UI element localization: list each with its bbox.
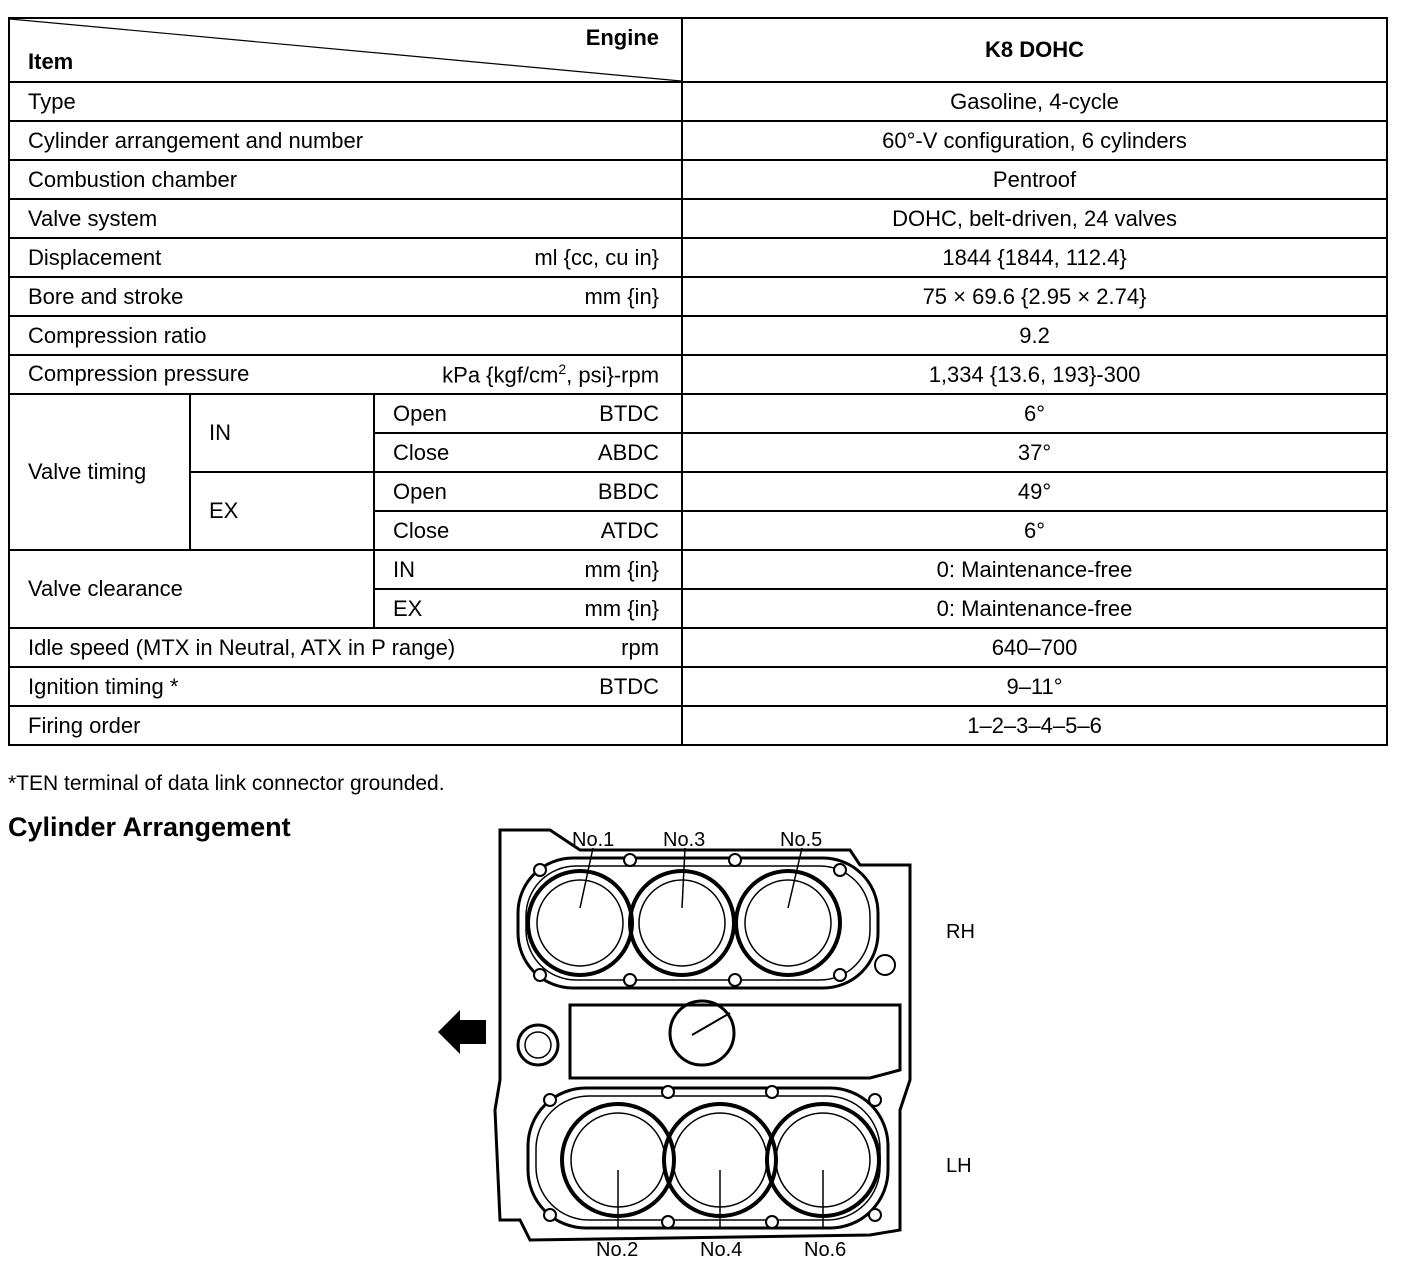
table-row: [9, 121, 1387, 160]
valley-gear: [670, 1001, 734, 1065]
row-label-cell: [374, 511, 682, 550]
row-value: 0: Maintenance-free: [682, 550, 1387, 589]
row-value: 60°-V configuration, 6 cylinders: [682, 121, 1387, 160]
row-unit: BTDC: [599, 673, 660, 699]
row-value: 1–2–3–4–5–6: [682, 706, 1387, 745]
row-label: Type: [9, 82, 682, 121]
valve-timing-ex-label: EX: [190, 472, 374, 550]
row-label: Open: [393, 478, 447, 504]
label-no2: No.2: [596, 1239, 639, 1260]
row-label: Compression pressure: [28, 361, 250, 387]
table-row: [9, 394, 1387, 433]
row-label: Firing order: [9, 706, 682, 745]
row-value: 0: Maintenance-free: [682, 589, 1387, 628]
row-label-cell: [9, 628, 682, 667]
label-no1: No.1: [572, 829, 615, 851]
cylinder-arrangement-figure: [430, 820, 990, 1260]
table-row: [9, 160, 1387, 199]
header-diagonal-line: [10, 19, 681, 81]
row-unit: BBDC: [597, 478, 660, 504]
table-row: [9, 355, 1387, 394]
header-engine-label: Engine: [585, 25, 660, 50]
row-label: EX: [393, 595, 423, 621]
engine-block-diagram: [430, 820, 990, 1260]
row-label-cell: [9, 355, 682, 394]
row-label: Cylinder arrangement and number: [9, 121, 682, 160]
unit-superscript: 2: [558, 360, 567, 377]
table-row: [9, 199, 1387, 238]
row-value: 1844 {1844, 112.4}: [682, 238, 1387, 277]
rh-gasket: [518, 858, 878, 988]
front-arrow-icon: [438, 1010, 486, 1054]
row-value: Pentroof: [682, 160, 1387, 199]
row-label-cell: [9, 277, 682, 316]
engine-spec-table: [8, 17, 1388, 746]
row-value: 640–700: [682, 628, 1387, 667]
row-label-cell: [374, 472, 682, 511]
bore-no5: [736, 871, 840, 975]
row-label-cell: [9, 667, 682, 706]
row-unit: mm {in}: [584, 556, 660, 582]
row-unit: mm {in}: [584, 283, 660, 309]
table-row: [9, 628, 1387, 667]
label-lh: LH: [946, 1155, 972, 1177]
row-label-cell: [374, 589, 682, 628]
row-label-cell: [374, 394, 682, 433]
table-row: [9, 82, 1387, 121]
row-value: 6°: [682, 394, 1387, 433]
row-unit: BTDC: [599, 400, 660, 426]
row-unit: mm {in}: [584, 595, 660, 621]
row-unit: ATDC: [600, 517, 660, 543]
table-row: [9, 316, 1387, 355]
row-unit: ABDC: [597, 439, 660, 465]
header-model-cell: K8 DOHC: [682, 18, 1387, 82]
row-value: 49°: [682, 472, 1387, 511]
header-item-label: Item: [28, 49, 74, 74]
row-label: Combustion chamber: [9, 160, 682, 199]
lh-gasket: [528, 1088, 888, 1228]
table-row: [9, 550, 1387, 589]
section-title: Cylinder Arrangement: [8, 812, 291, 842]
row-value: 6°: [682, 511, 1387, 550]
table-row: [9, 667, 1387, 706]
label-no3: No.3: [663, 829, 706, 851]
row-label: Valve system: [9, 199, 682, 238]
row-label: Compression ratio: [9, 316, 682, 355]
row-label: Open: [393, 400, 447, 426]
row-label: IN: [393, 556, 415, 582]
valley-pulley: [518, 1025, 558, 1065]
row-unit: [442, 361, 659, 388]
table-row: [9, 277, 1387, 316]
label-no6: No.6: [804, 1239, 847, 1260]
row-value: Gasoline, 4-cycle: [682, 82, 1387, 121]
row-label-cell: [374, 433, 682, 472]
table-row: [9, 238, 1387, 277]
header-item-engine-cell: [9, 18, 682, 82]
bolt-holes: [534, 854, 895, 1228]
row-label: Idle speed (MTX in Neutral, ATX in P range): [28, 634, 456, 660]
row-label: Close: [393, 439, 450, 465]
row-label-cell: [9, 238, 682, 277]
row-value: DOHC, belt-driven, 24 valves: [682, 199, 1387, 238]
row-value: 37°: [682, 433, 1387, 472]
row-value: 75 × 69.6 {2.95 × 2.74}: [682, 277, 1387, 316]
unit-part: , psi}-rpm: [566, 362, 660, 388]
row-label: Close: [393, 517, 450, 543]
bore-no3: [630, 871, 734, 975]
table-row: [9, 472, 1387, 511]
label-rh: RH: [946, 921, 975, 943]
table-row: [9, 706, 1387, 745]
row-value: 9–11°: [682, 667, 1387, 706]
valve-timing-in-label: IN: [190, 394, 374, 472]
valley-cover: [570, 1005, 900, 1078]
table-header-row: [9, 18, 1387, 82]
row-label: Ignition timing *: [28, 673, 179, 699]
label-no5: No.5: [780, 829, 823, 851]
row-label: Displacement: [28, 244, 162, 270]
label-no4: No.4: [700, 1239, 743, 1260]
row-label-cell: [374, 550, 682, 589]
bore-no1: [528, 871, 632, 975]
row-unit: ml {cc, cu in}: [534, 244, 660, 270]
unit-part: kPa {kgf/cm: [442, 362, 559, 388]
row-value: 9.2: [682, 316, 1387, 355]
row-value: 1,334 {13.6, 193}-300: [682, 355, 1387, 394]
row-unit: rpm: [621, 634, 660, 660]
row-label: Bore and stroke: [28, 283, 184, 309]
footnote: *TEN terminal of data link connector grounded.: [8, 772, 445, 795]
valve-clearance-label: Valve clearance: [9, 550, 374, 628]
block-outline: [495, 830, 910, 1240]
valve-timing-label: Valve timing: [9, 394, 190, 550]
